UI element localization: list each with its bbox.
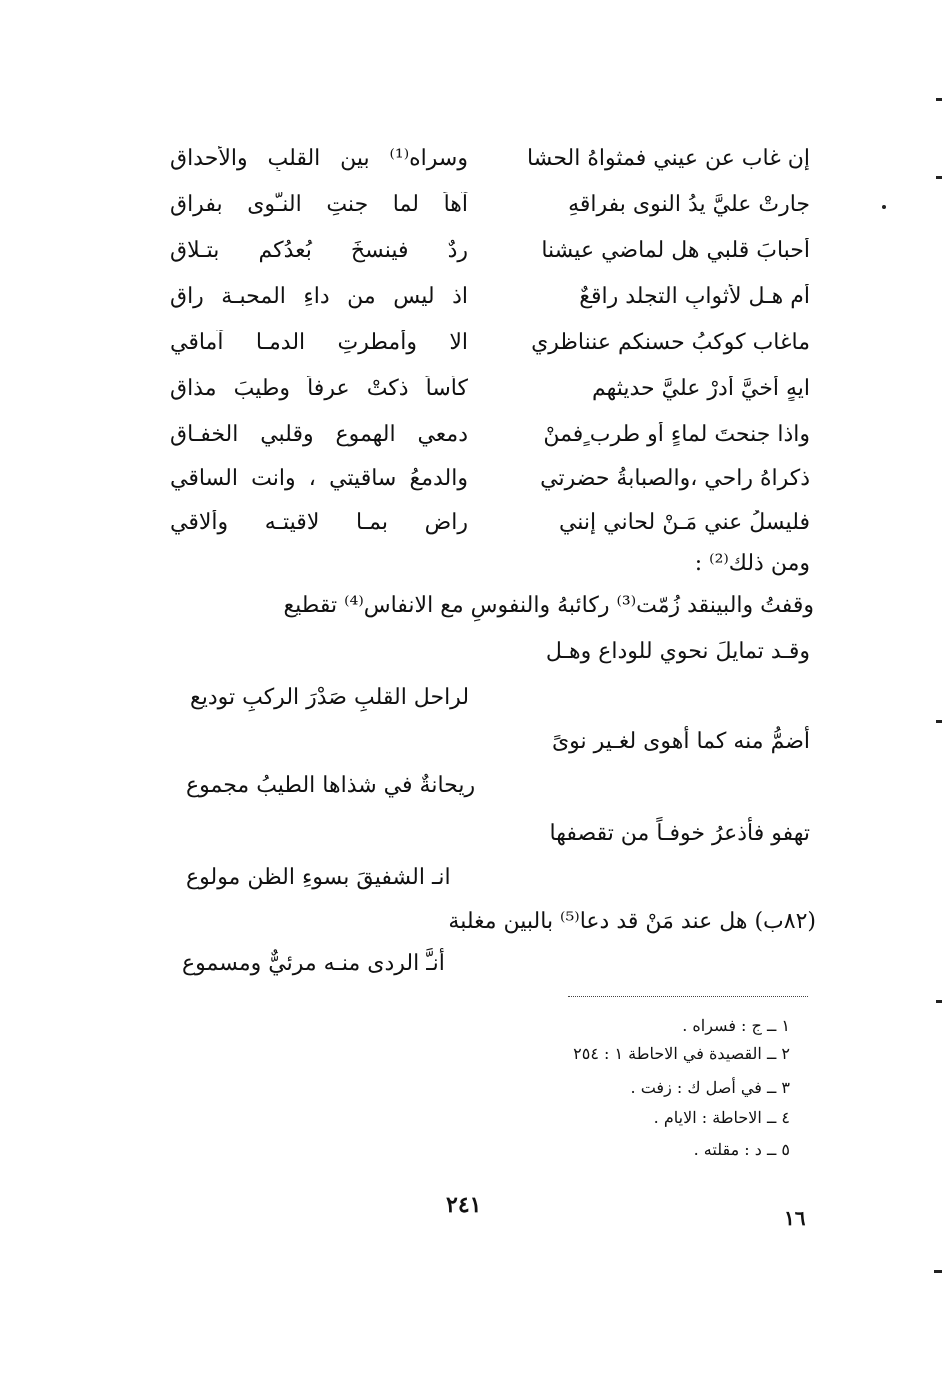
hemistich-second: وسراه⁽¹⁾ بين القلبِ والأحداق — [170, 145, 468, 171]
hemistich-first: أحبابَ قلبي هل لماضي عيشنا — [541, 237, 810, 263]
verse-line: (٨٢ب) هل عند مَنْ قد دعا⁽⁵⁾ بالبين مغلبة — [448, 909, 816, 934]
section-intro: ومن ذلك⁽²⁾ : — [694, 551, 810, 576]
verse — [170, 228, 810, 272]
scan-mark — [936, 176, 942, 179]
verse — [170, 366, 810, 410]
scan-mark — [934, 1270, 942, 1273]
verse — [170, 274, 810, 318]
hemistich-second: كأساً ذكتْ عرفاً وطيبَ مذاق — [170, 375, 468, 401]
verse-line: ريحانةٌ في شذاها الطيبُ مجموع — [186, 773, 476, 798]
footnote-separator — [568, 996, 808, 997]
footnote: ٤ ــ الاحاطة : الايام . — [653, 1108, 790, 1127]
footnote: ٢ ــ القصيدة في الاحاطة ١ : ٢٥٤ — [573, 1044, 790, 1063]
hemistich-first: إن غاب عن عيني فمثواهُ الحشا — [527, 145, 810, 171]
verse-line: انـ الشفيقَ بسوءِ الظن مولوع — [186, 865, 451, 890]
hemistich-second: ردٌ فينسخَ بُعدُكم بتـلاق — [170, 237, 468, 263]
verse-line: أضمُّ منه كما أهوى لغـير نوىً — [551, 729, 810, 754]
verse — [170, 182, 810, 226]
verse-line: وقـد تمايلَ نحوي للوداع وهـل — [545, 639, 810, 664]
verse-line: تهفو فأذعرُ خوفـاً من تقصفها — [549, 821, 810, 846]
page-number: ٢٤١ — [446, 1192, 482, 1218]
scan-mark — [936, 1000, 942, 1003]
footnote: ٥ ــ د : مقلته . — [693, 1140, 790, 1159]
verse — [170, 500, 810, 544]
footnote: ٣ ــ في أصل ك : زفت . — [630, 1078, 790, 1097]
verse — [170, 456, 810, 500]
scan-mark — [936, 98, 942, 101]
verse-line: وقفتُ والبينقد زُمّت⁽³⁾ ركائبهُ والنفوسِ مع الانفاس⁽⁴⁾ تقطيع — [283, 593, 814, 618]
verse — [170, 412, 810, 456]
hemistich-first: أم هـل لأثوابِ التجلد راقعٌ — [579, 283, 810, 309]
verse — [170, 320, 810, 364]
verse-line: أنـَّ الردى منـه مرئيٌّ ومسموع — [182, 951, 445, 976]
hemistich-second: دمعي الهموعِ وقلبي الخفـاق — [170, 421, 468, 447]
hemistich-first: جارتْ عليَّ يدُ النوى بفراقهِ — [568, 191, 810, 217]
hemistich-second: اذ ليس من داءِ المحبـة راق — [170, 283, 468, 309]
hemistich-first: ذكراهُ راحي ،والصبابةُ حضرتي — [540, 465, 810, 491]
footnote: ١ ــ ج : فسراه . — [682, 1016, 790, 1035]
verse — [170, 136, 810, 180]
hemistich-first: فليسلُ عني مَـنْ لحاني إنني — [558, 509, 810, 535]
signature-number: ١٦ — [784, 1206, 806, 1230]
hemistich-first: واذا جنحتَ لماءٍ أو طرب ٍفمنْ — [543, 421, 810, 447]
verse-line: لراحل القلبِ صَدْرَ الركبِ توديع — [190, 685, 470, 710]
scan-mark — [936, 720, 942, 723]
hemistich-second: راضٍ بمـا لاقيتـه وألاقي — [170, 509, 468, 535]
hemistich-second: والدمعُ ساقيتي ، وانت الساقي — [170, 465, 468, 491]
hemistich-second: آهاً لما جنتِ النـّوى بفراق — [170, 191, 468, 217]
hemistich-first: ايهٍ أُخيَّ أدرْ عليَّ حديثهم — [591, 375, 810, 401]
hemistich-second: الا وأمطرتِ الدمـا آماقي — [170, 329, 468, 355]
scan-mark — [882, 205, 886, 209]
hemistich-first: ماغاب كوكبُ حسنكم عنناظري — [531, 329, 810, 355]
